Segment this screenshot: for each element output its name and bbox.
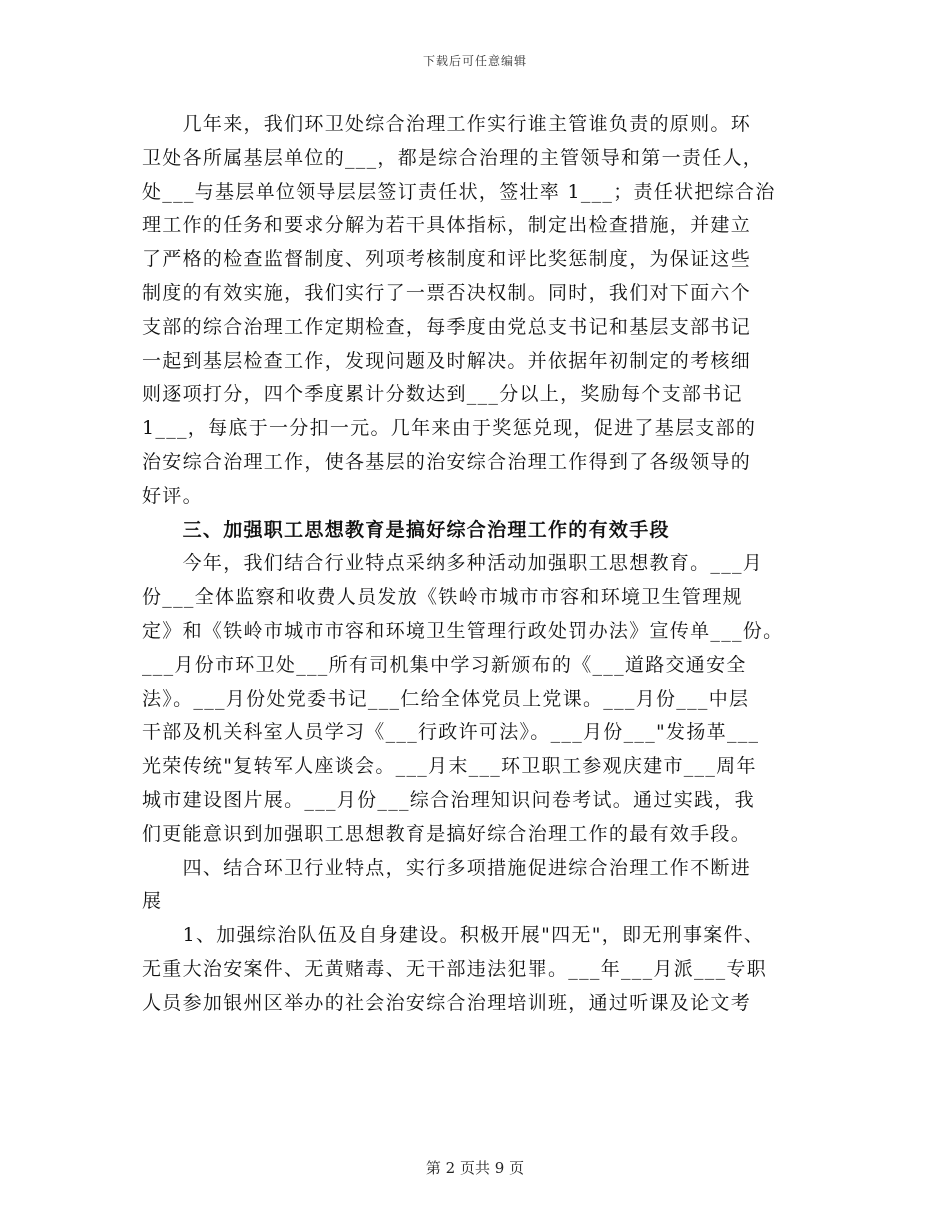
paragraph-line: 城市建设图片展。___月份___综合治理知识问卷考试。通过实践，我 (142, 788, 755, 811)
paragraph-line: 则逐项打分，四个季度累计分数达到___分以上，奖励每个支部书记 (142, 383, 743, 406)
paragraph-line: 们更能意识到加强职工思想教育是搞好综合治理工作的最有效手段。 (142, 822, 752, 845)
paragraph-line: 法》。___月份处党委书记___仁给全体党员上党课。___月份___中层 (142, 687, 750, 710)
paragraph-line: 卫处各所属基层单位的___，都是综合治理的主管领导和第一责任人， (142, 146, 764, 169)
paragraph-line: 份___全体监察和收费人员发放《铁岭市城市市容和环境卫生管理规 (142, 586, 743, 609)
paragraph-line: 治安综合治理工作，使各基层的治安综合治理工作得到了各级领导的 (142, 450, 752, 473)
paragraph-line: 展 (142, 890, 163, 913)
paragraph-line: 支部的综合治理工作定期检查，每季度由党总支书记和基层支部书记 (142, 315, 752, 338)
paragraph-line: 几年来，我们环卫处综合治理工作实行谁主管谁负责的原则。环 (142, 113, 752, 135)
section-heading: 三、加强职工思想教育是搞好综合治理工作的有效手段 (142, 518, 670, 541)
document-body (142, 108, 812, 1021)
paragraph-line: 定》和《铁岭市城市市容和环境卫生管理行政处罚办法》宣传单___份。 (142, 619, 784, 642)
paragraph-line: 制度的有效实施，我们实行了一票否决权制。同时，我们对下面六个 (142, 281, 752, 304)
paragraph-line: 好评。 (142, 484, 203, 507)
paragraph-line: 1、加强综治队伍及自身建设。积极开展"四无"，即无刑事案件、 (142, 924, 765, 947)
paragraph-line: 了严格的检查监督制度、列项考核制度和评比奖惩制度，为保证这些 (142, 248, 752, 271)
page-header: 下载后可任意编辑 (422, 54, 527, 68)
paragraph-line: 今年，我们结合行业特点采纳多种活动加强职工思想教育。___月 (142, 552, 764, 575)
paragraph-line: 人员参加银州区举办的社会治安综合治理培训班，通过听课及论文考 (142, 991, 752, 1014)
paragraph-line: 理工作的任务和要求分解为若干具体指标，制定出检查措施，并建立 (142, 214, 752, 237)
paragraph-line: 处___与基层单位领导层层签订责任状，签壮率 1___；责任状把综合治 (142, 180, 776, 203)
paragraph-line: 光荣传统"复转军人座谈会。___月末___环卫职工参观庆建市___周年 (142, 755, 757, 778)
page-footer: 第 2 页共 9 页 (425, 1159, 525, 1177)
paragraph-line: 1___，每底于一分扣一元。几年来由于奖惩兑现，促进了基层支部的 (142, 417, 757, 440)
paragraph-line: 一起到基层检查工作，发现问题及时解决。并依据年初制定的考核细 (142, 349, 752, 372)
paragraph-line: 四、结合环卫行业特点，实行多项措施促进综合治理工作不断进 (142, 856, 752, 879)
paragraph-line: 无重大治安案件、无黄赌毒、无干部违法犯罪。___年___月派___专职 (142, 957, 768, 980)
paragraph-line: ___月份市环卫处___所有司机集中学习新颁布的《___道路交通安全 (142, 653, 747, 676)
paragraph-line: 干部及机关科室人员学习《___行政许可法》。___月份___"发扬革___ (142, 721, 760, 744)
